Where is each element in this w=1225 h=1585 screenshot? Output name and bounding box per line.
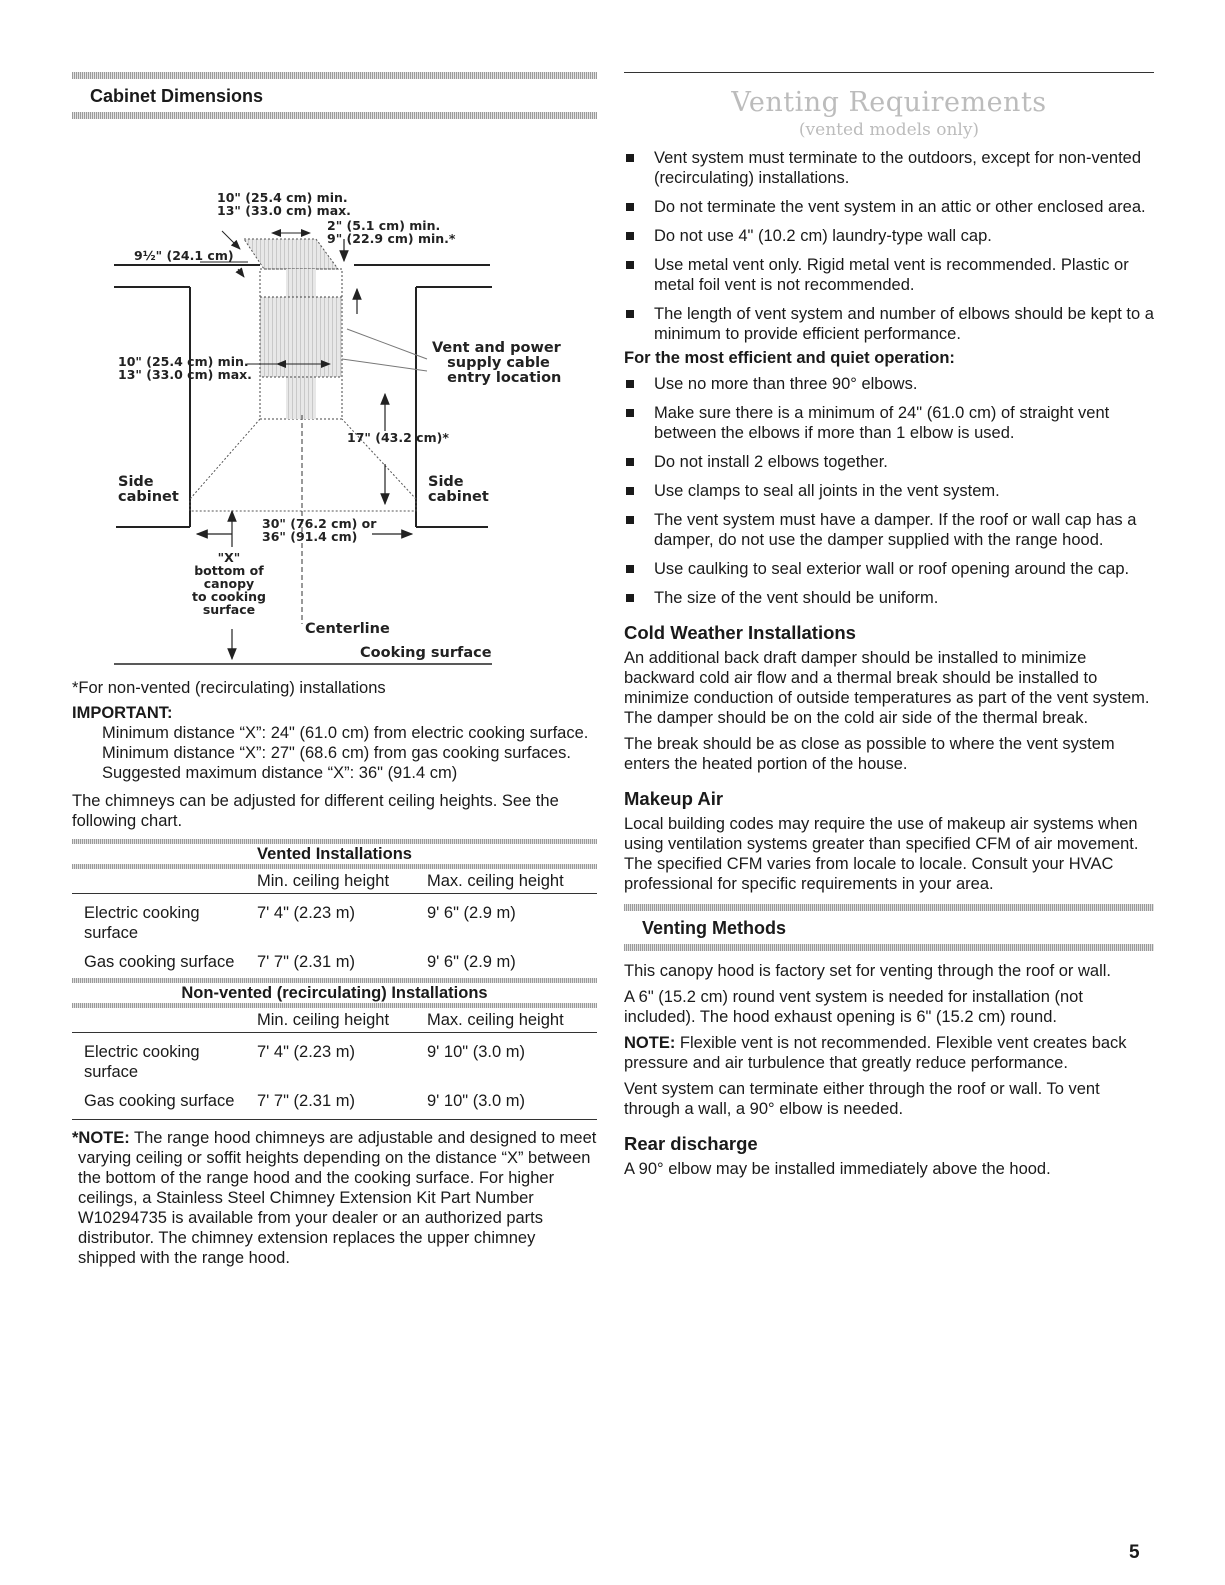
important-label: IMPORTANT: xyxy=(72,704,173,722)
table-row xyxy=(72,1033,597,1082)
label-cooking-surface: Cooking surface xyxy=(360,645,492,661)
right-column xyxy=(624,72,1154,1185)
list-item: Do not install 2 elbows together. xyxy=(624,452,1154,472)
venting-methods-note: NOTE: Flexible vent is not recommended. Flexible vent creates back pressure and air turbulence that greatly reduce performance. xyxy=(624,1034,1127,1072)
important-line: Suggested maximum distance “X”: 36" (91.4 cm) xyxy=(102,764,458,782)
cold-weather-heading: Cold Weather Installations xyxy=(624,622,856,643)
row-min: 7' 7" (2.31 m) xyxy=(257,953,355,971)
row-label: Gas cooking surface xyxy=(84,953,235,971)
venting-methods-heading: Venting Methods xyxy=(642,918,786,938)
section-hatch-bar xyxy=(72,72,597,79)
list-item: Make sure there is a minimum of 24" (61.0 cm) of straight vent between the elbows if more than 1 elbow is used. xyxy=(624,403,1154,443)
section-hatch-bar xyxy=(72,112,597,119)
important-list xyxy=(72,723,597,783)
bullet-square-icon xyxy=(626,516,634,524)
bullet-square-icon xyxy=(626,594,634,602)
section-hatch-bar xyxy=(624,904,1154,911)
rear-discharge-heading: Rear discharge xyxy=(624,1133,758,1154)
nonvented-table-header xyxy=(72,1008,597,1033)
bullet-square-icon xyxy=(626,458,634,466)
rear-discharge-text: A 90° elbow may be installed immediately above the hood. xyxy=(624,1160,1051,1178)
row-label: Gas cooking surface xyxy=(84,1092,235,1110)
bullet-square-icon xyxy=(626,409,634,417)
list-item: Use caulking to seal exterior wall or roof opening around the cap. xyxy=(624,559,1154,579)
cold-weather-text-2: The break should be as close as possible to where the vent system enters the heated portion of the house. xyxy=(624,735,1115,773)
row-min: 7' 7" (2.31 m) xyxy=(257,1092,355,1110)
col-min-ceiling: Min. ceiling height xyxy=(257,1011,390,1029)
note-text: The range hood chimneys are adjustable and designed to meet varying ceiling or soffit heights depending on the distance “X” between the bottom of the range hood and the cooking surface. For higher ceilings, a Stainless Steel Chimney Extension Kit Part Number W10294735 is available from your dealer or an authorized parts distributor. The chimney extension replaces the upper chimney shipped with the range hood. xyxy=(78,1129,597,1267)
label-chimney-gap: 2" (5.1 cm) min. 9" (22.9 cm) min.* xyxy=(327,218,456,246)
label-centerline: Centerline xyxy=(305,621,390,637)
bullet-square-icon xyxy=(626,380,634,388)
venting-methods-text: This canopy hood is factory set for venting through the roof or wall. xyxy=(624,962,1112,980)
cabinet-dimensions-heading: Cabinet Dimensions xyxy=(90,86,264,106)
row-max: 9' 6" (2.9 m) xyxy=(427,904,516,922)
cold-weather-text: An additional back draft damper should be installed to minimize backward cold air flow and a thermal break should be installed to minimize conduction of outside temperatures as part of the vent system. The damper should be on the cold air side of the thermal break. xyxy=(624,649,1150,727)
makeup-air-text: Local building codes may require the use of makeup air systems when using ventilation systems greater than specified CFM of air movement. The specified CFM varies from locale to locale. Consult your HVAC professional for specific requirements in your area. xyxy=(624,815,1139,893)
col-min-ceiling: Min. ceiling height xyxy=(257,872,390,890)
row-max: 9' 10" (3.0 m) xyxy=(427,1092,525,1110)
bullet-square-icon xyxy=(626,154,634,162)
label-vent-entry: Vent and power supply cable entry location xyxy=(432,340,562,386)
table-row xyxy=(72,1082,597,1111)
table-row xyxy=(72,894,597,943)
label-side-cabinet-right: Side cabinet xyxy=(428,474,489,505)
col-max-ceiling: Max. ceiling height xyxy=(427,872,564,890)
row-max: 9' 6" (2.9 m) xyxy=(427,953,516,971)
row-label: Electric cooking surface xyxy=(84,1043,200,1081)
bullet-square-icon xyxy=(626,232,634,240)
vented-table-header xyxy=(72,869,597,894)
venting-bullets-b xyxy=(624,374,1154,608)
label-side-width: 10" (25.4 cm) min. 13" (33.0 cm) max. xyxy=(118,354,252,382)
chimney-adjust-text: The chimneys can be adjusted for different ceiling heights. See the following chart. xyxy=(72,792,559,830)
label-17-inch: 17" (43.2 cm)* xyxy=(347,430,449,445)
venting-methods-text-3: Vent system can terminate either through the roof or wall. To vent through a wall, a 90° elbow is needed. xyxy=(624,1080,1100,1118)
vented-table-title: Vented Installations xyxy=(257,845,412,863)
venting-methods-text-2: A 6" (15.2 cm) round vent system is needed for installation (not included). The hood exhaust opening is 6" (15.2 cm) round. xyxy=(624,988,1083,1026)
list-item: The vent system must have a damper. If the roof or wall cap has a damper, do not use the damper supplied with the range hood. xyxy=(624,510,1154,550)
venting-requirements-title: Venting Requirements xyxy=(731,87,1047,118)
bullet-square-icon xyxy=(626,487,634,495)
bullet-square-icon xyxy=(626,261,634,269)
chimney-note xyxy=(72,1128,597,1268)
bullet-square-icon xyxy=(626,310,634,318)
row-max: 9' 10" (3.0 m) xyxy=(427,1043,525,1061)
section-hatch-bar xyxy=(624,944,1154,951)
list-item: Use metal vent only. Rigid metal vent is recommended. Plastic or metal foil vent is not recommended. xyxy=(624,255,1154,295)
list-item: Do not use 4" (10.2 cm) laundry-type wall cap. xyxy=(624,226,1154,246)
note-label: NOTE: xyxy=(624,1034,676,1052)
note-label: *NOTE: xyxy=(72,1129,130,1147)
list-item: The size of the vent should be uniform. xyxy=(624,588,1154,608)
col-max-ceiling: Max. ceiling height xyxy=(427,1011,564,1029)
label-30-36-inch: 30" (76.2 cm) or 36" (91.4 cm) xyxy=(262,516,377,544)
left-column xyxy=(72,72,597,1268)
bullet-square-icon xyxy=(626,203,634,211)
label-x-distance: "X" bottom of canopy to cooking surface xyxy=(192,550,266,617)
makeup-air-heading: Makeup Air xyxy=(624,788,724,809)
top-rule xyxy=(624,72,1154,73)
list-item: Use no more than three 90° elbows. xyxy=(624,374,1154,394)
row-min: 7' 4" (2.23 m) xyxy=(257,904,355,922)
list-item: Use clamps to seal all joints in the vent system. xyxy=(624,481,1154,501)
cabinet-dimensions-diagram xyxy=(72,119,597,674)
nonvented-table-title: Non-vented (recirculating) Installations xyxy=(181,984,488,1002)
efficient-operation-label: For the most efficient and quiet operation: xyxy=(624,349,955,367)
label-chimney-width: 10" (25.4 cm) min. 13" (33.0 cm) max. xyxy=(217,190,351,218)
venting-requirements-subtitle: (vented models only) xyxy=(798,120,980,140)
diagram-footnote: *For non-vented (recirculating) installations xyxy=(72,679,386,697)
important-line: Minimum distance “X”: 27" (68.6 cm) from gas cooking surfaces. xyxy=(102,744,571,762)
table-row xyxy=(72,943,597,972)
row-label: Electric cooking surface xyxy=(84,904,200,942)
label-9-5-inch: 9½" (24.1 cm) xyxy=(134,248,234,263)
bullet-square-icon xyxy=(626,565,634,573)
list-item: Do not terminate the vent system in an attic or other enclosed area. xyxy=(624,197,1154,217)
list-item: Vent system must terminate to the outdoors, except for non-vented (recirculating) installations. xyxy=(624,148,1154,188)
important-line: Minimum distance “X”: 24" (61.0 cm) from electric cooking surface. xyxy=(102,724,589,742)
label-side-cabinet-left: Side cabinet xyxy=(118,474,179,505)
table-bottom-rule xyxy=(72,1119,597,1120)
row-min: 7' 4" (2.23 m) xyxy=(257,1043,355,1061)
venting-bullets-a xyxy=(624,148,1154,344)
list-item: The length of vent system and number of elbows should be kept to a minimum to provide efficient performance. xyxy=(624,304,1154,344)
page-number: 5 xyxy=(1129,1542,1140,1563)
